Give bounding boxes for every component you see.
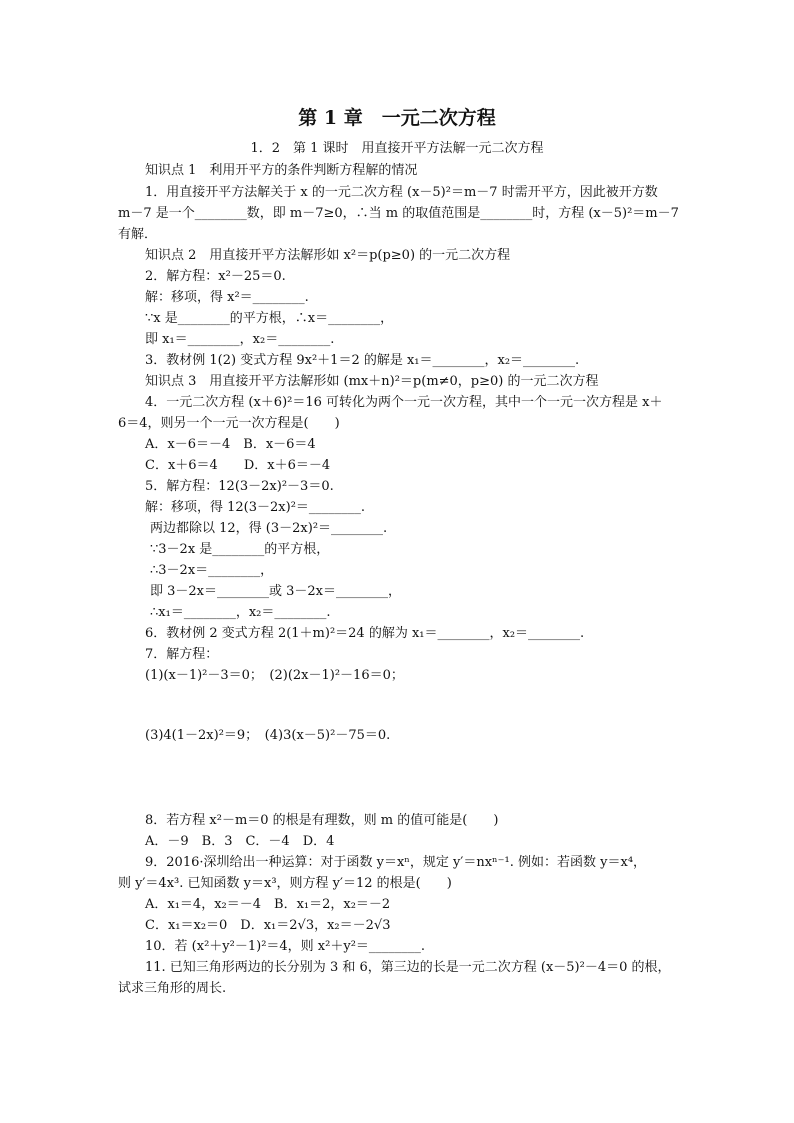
q5-line-3: 两边都除以 12，得 (3－2x)²＝________. bbox=[150, 521, 388, 536]
q1-line-1: 1．用直接开平方法解关于 x 的一元二次方程 (x－5)²＝m－7 时需开平方，因此被开方数 bbox=[145, 185, 658, 200]
q4-line-1: 4．一元二次方程 (x＋6)²＝16 可转化为两个一元一次方程，其中一个一元一次方程是 x＋ bbox=[145, 395, 663, 410]
q2-line-4: 即 x₁＝________，x₂＝________. bbox=[145, 332, 335, 347]
q1-line-2: m－7 是一个________数，即 m－7≥0，∴当 m 的取值范围是________时，方程 (x－5)²＝m－7 bbox=[118, 206, 679, 221]
knowledge-point-3: 知识点 3 用直接开平方法解形如 (mx＋n)²＝p(m≠0，p≥0) 的一元二次方程 bbox=[145, 374, 599, 389]
q7-line-2: (1)(x－1)²－3＝0； (2)(2x－1)²－16＝0； bbox=[145, 668, 404, 683]
q8-line-1: 8．若方程 x²－m＝0 的根是有理数，则 m 的值可能是( ) bbox=[145, 813, 499, 828]
q5-line-6: 即 3－2x＝________或 3－2x＝________， bbox=[150, 584, 402, 599]
q3-line: 3．教材例 1(2) 变式方程 9x²＋1＝2 的解是 x₁＝________，x₂＝________. bbox=[145, 353, 580, 368]
q11-line-2: 试求三角形的周长. bbox=[118, 981, 227, 996]
q8-options: A．－9 B．3 C．－4 D．4 bbox=[145, 834, 335, 849]
q5-line-4: ∵3－2x 是________的平方根， bbox=[150, 542, 330, 557]
q1-line-3: 有解． bbox=[118, 227, 158, 242]
q5-line-5: ∴3－2x＝________， bbox=[150, 563, 274, 578]
knowledge-point-2: 知识点 2 用直接开平方法解形如 x²＝p(p≥0) 的一元二次方程 bbox=[145, 248, 511, 263]
q7-line-3: (3)4(1－2x)²＝9； (4)3(x－5)²－75＝0. bbox=[145, 728, 391, 743]
q9-line-2: 则 y′＝4x³. 已知函数 y＝x³，则方程 y′＝12 的根是( ) bbox=[118, 876, 452, 891]
q2-line-3: ∵x 是________的平方根，∴x＝________， bbox=[145, 311, 394, 326]
q5-line-7: ∴x₁＝________，x₂＝________. bbox=[150, 605, 331, 620]
q11-line-1: 11. 已知三角形两边的长分别为 3 和 6，第三边的长是一元二次方程 (x－5)²－4＝0 的根， bbox=[145, 960, 671, 975]
q9-line-1: 9．2016·深圳给出一种运算：对于函数 y＝xⁿ，规定 y′＝nxⁿ⁻¹. 例如：若函数 y＝x⁴， bbox=[145, 855, 647, 870]
q2-line-2: 解：移项，得 x²＝________. bbox=[145, 290, 309, 305]
q4-options-2: C．x＋6＝4 D．x＋6＝－4 bbox=[145, 458, 331, 473]
q9-options-2: C．x₁＝x₂＝0 D．x₁＝2√3，x₂＝－2√3 bbox=[145, 918, 391, 933]
knowledge-point-1: 知识点 1 利用开平方的条件判断方程解的情况 bbox=[145, 163, 418, 178]
section-subtitle: 1．2 第 1 课时 用直接开平方法解一元二次方程 bbox=[250, 141, 544, 156]
q7-line-1: 7．解方程： bbox=[145, 647, 219, 662]
q9-options-1: A．x₁＝4，x₂＝－4 B．x₁＝2，x₂＝－2 bbox=[145, 897, 391, 912]
chapter-title: 第 1 章 一元二次方程 bbox=[298, 107, 496, 129]
q10-line: 10．若 (x²＋y²－1)²＝4，则 x²＋y²＝________. bbox=[145, 939, 426, 954]
q4-line-2: 6＝4，则另一个一元一次方程是( ) bbox=[118, 416, 340, 431]
q2-line-1: 2．解方程：x²－25＝0. bbox=[145, 269, 286, 284]
q6-line: 6．教材例 2 变式方程 2(1＋m)²＝24 的解为 x₁＝________，x₂＝________. bbox=[145, 626, 585, 641]
q4-options-1: A．x－6＝－4 B．x－6＝4 bbox=[145, 437, 316, 452]
q5-line-2: 解：移项，得 12(3－2x)²＝________. bbox=[145, 500, 366, 515]
q5-line-1: 5．解方程：12(3－2x)²－3＝0. bbox=[145, 479, 334, 494]
